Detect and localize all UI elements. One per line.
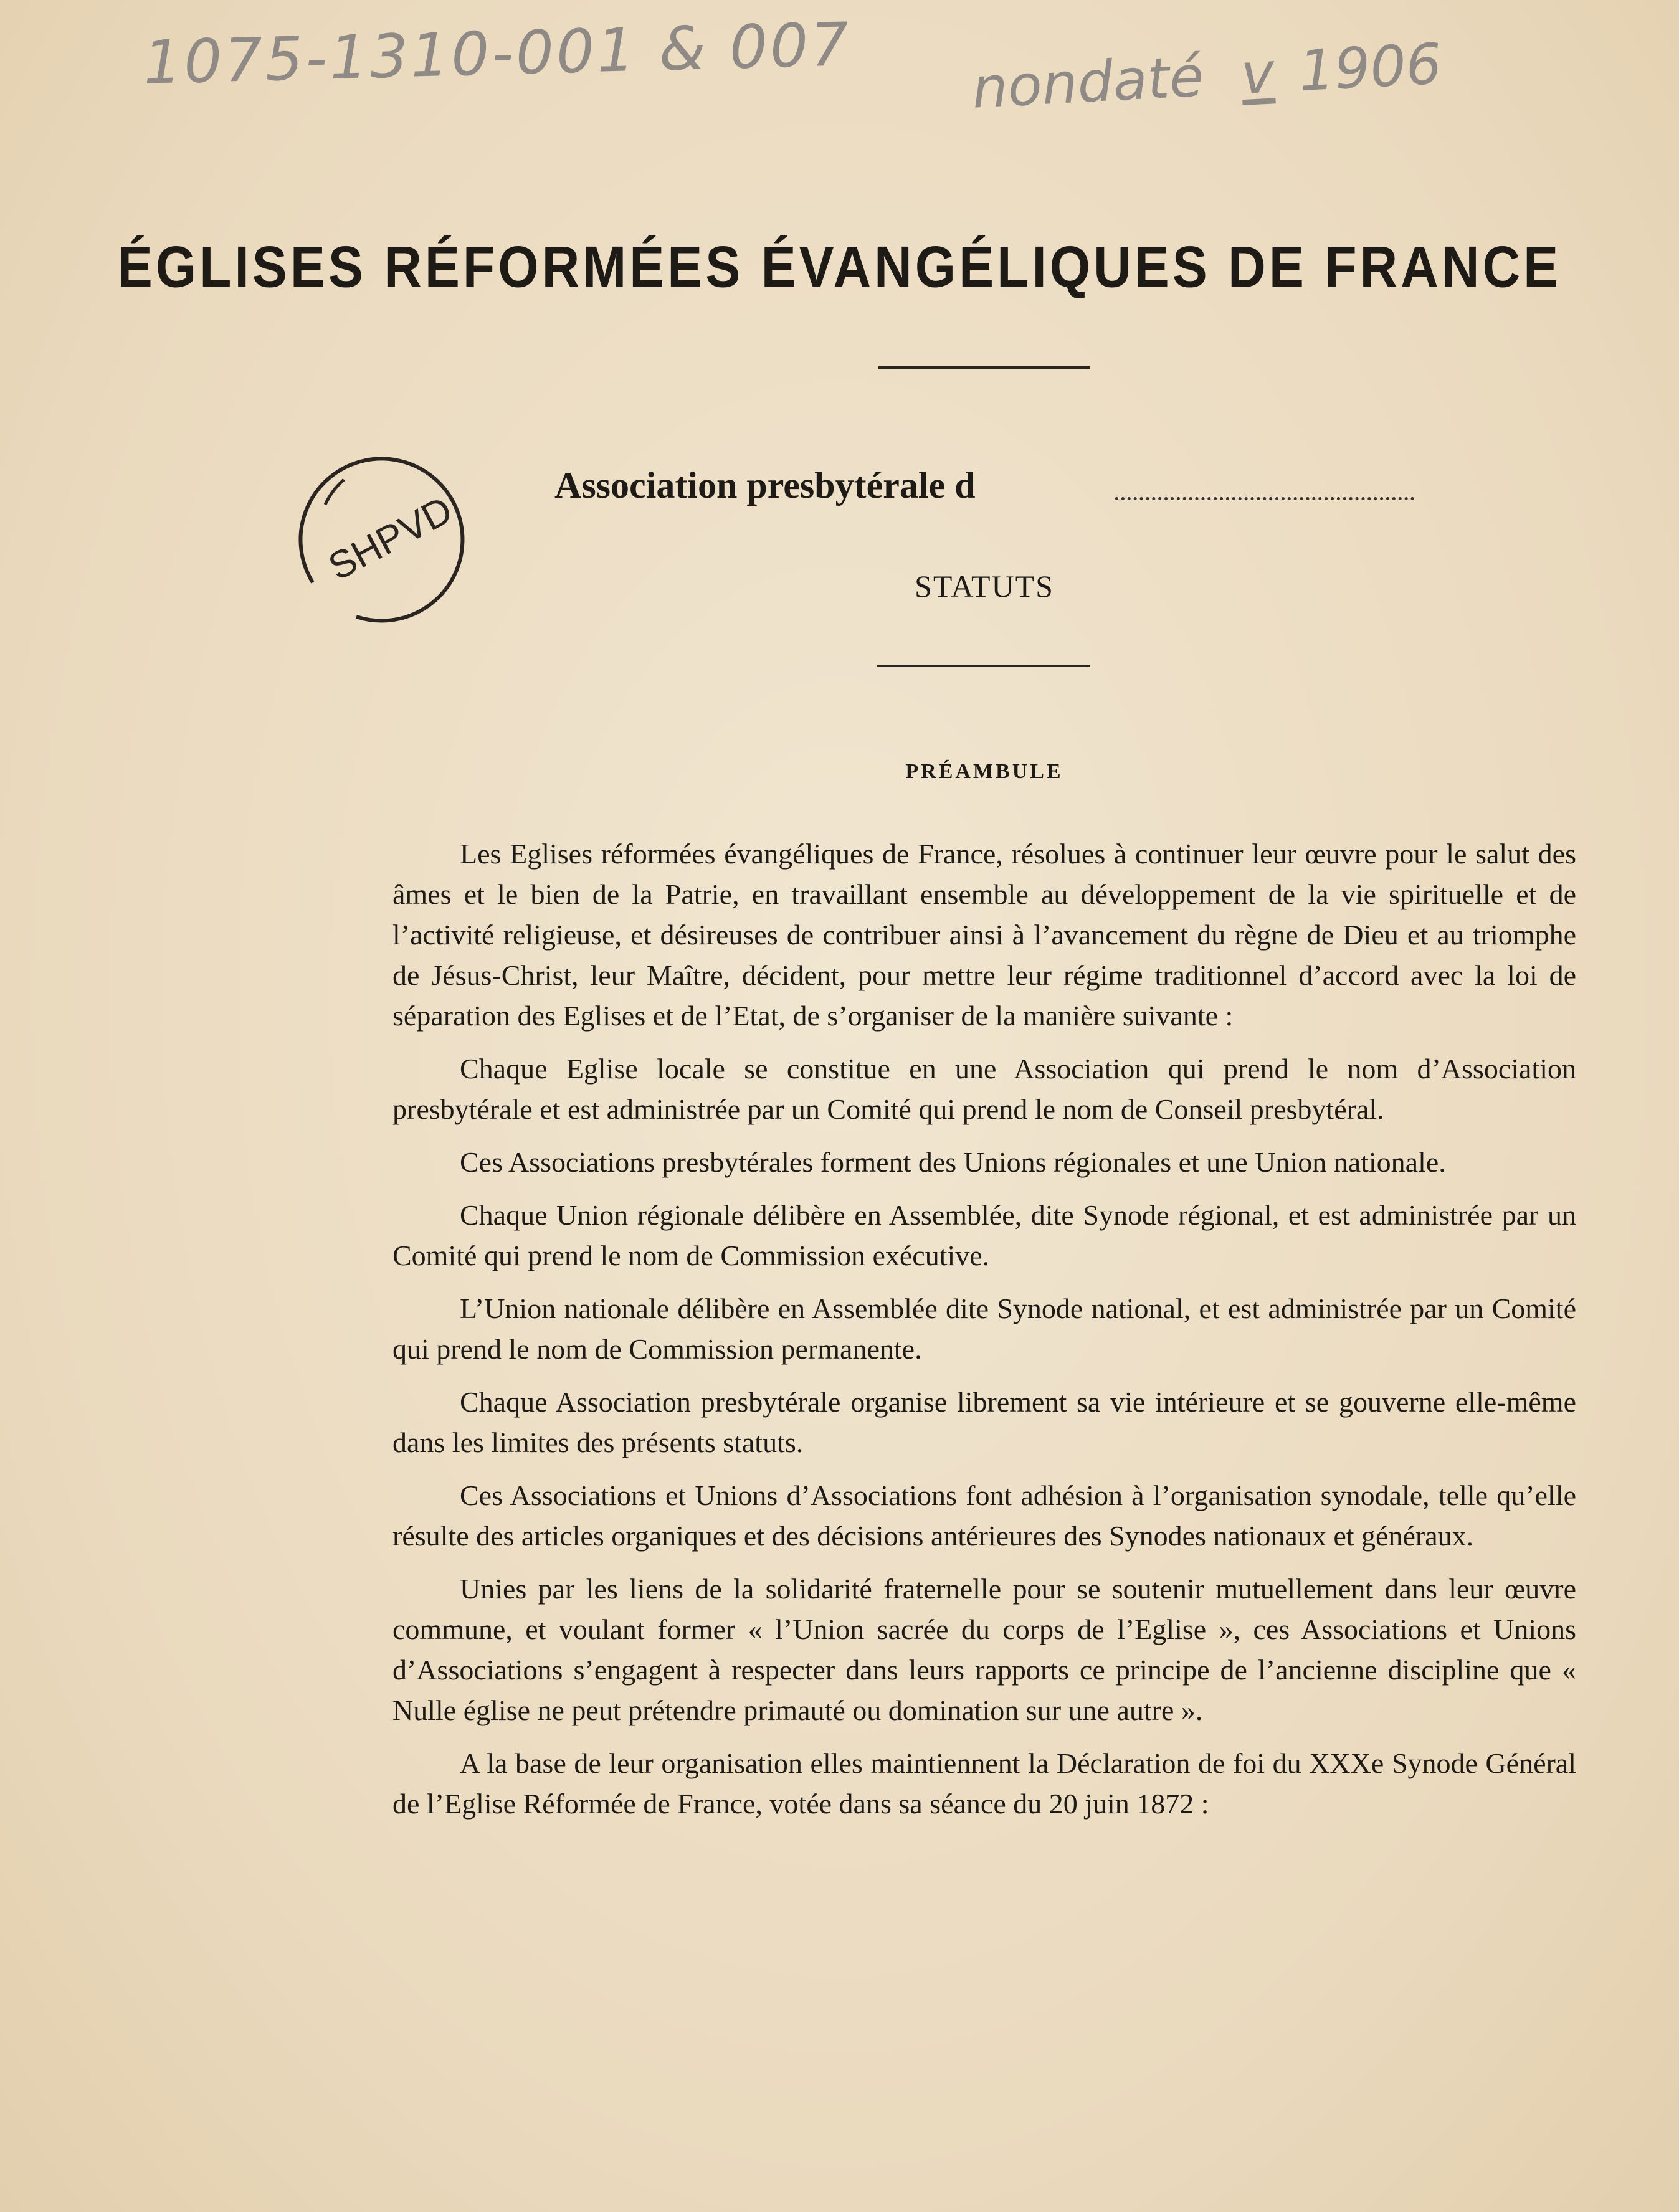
title-divider xyxy=(878,366,1090,369)
paragraph: Chaque Eglise locale se constitue en une Association qui prend le nom d’Association presbytérale et est administrée par un Comité qui prend le nom de Conseil presbytéral. xyxy=(392,1053,1576,1125)
stamp-text: SHPVD xyxy=(321,488,460,589)
paragraph: Chaque Association presbytérale organise librement sa vie intérieure et se gouverne elle-même dans les limites des présents statuts. xyxy=(392,1386,1576,1458)
association-fill-line xyxy=(1115,497,1414,500)
paragraph: Ces Associations presbytérales forment des Unions régionales et une Union nationale. xyxy=(460,1146,1446,1178)
paragraph: Les Eglises réformées évangéliques de France, résolues à continuer leur œuvre pour le salut des âmes et le bien de la Patrie, en travaillant ensemble au développement de la vie spirituelle et de l’activité religieuse, et désireuses de contribuer ainsi à l’avancement du règne de Dieu et au triomphe de Jésus-Christ, leur Maître, décident, pour mettre leur régime traditionnel d’accord avec la loi de séparation des Eglises et de l’Etat, de s’organiser de la manière suivante : xyxy=(392,838,1576,1032)
undated-note: nondaté xyxy=(970,44,1206,121)
preamble-heading: PRÉAMBULE xyxy=(905,760,1063,783)
document-title: ÉGLISES RÉFORMÉES ÉVANGÉLIQUES DE FRANCE xyxy=(117,234,1562,300)
paragraph: Ces Associations et Unions d’Associations font adhésion à l’organisation synodale, telle qu’elle résulte des articles organiques et des décisions antérieures des Synodes nationaux et généraux. xyxy=(392,1479,1576,1552)
association-line: Association presbytérale d xyxy=(554,465,976,506)
paragraph: Unies par les liens de la solidarité fraternelle pour se soutenir mutuellement dans leur œuvre commune, et voulant former « l’Union sacrée du corps de l’Eglise », ces Associations et Unions d’Associations s’engagent à respecter dans leurs rapports ce principe de l’ancienne discipline que « Nulle église ne peut prétendre primauté ou domination sur une autre ». xyxy=(392,1573,1576,1726)
paragraph: A la base de leur organisation elles maintiennent la Déclaration de foi du XXXe Synode Général de l’Eglise Réformée de France, votée dans sa séance du 20 juin 1872 : xyxy=(392,1747,1576,1820)
archive-reference: 1075-1310-001 & 007 xyxy=(142,9,852,98)
v-note: v xyxy=(1239,40,1276,108)
preamble-body xyxy=(392,833,1576,1836)
archive-date-note xyxy=(971,31,1444,121)
year-note: 1906 xyxy=(1297,31,1444,105)
shpvd-stamp-icon xyxy=(288,436,487,635)
statuts-heading: STATUTS xyxy=(915,569,1054,604)
paragraph: L’Union nationale délibère en Assemblée dite Synode national, et est administrée par un Comité qui prend le nom de Commission permanente. xyxy=(392,1293,1576,1365)
paragraph: Chaque Union régionale délibère en Assemblée, dite Synode régional, et est administrée par un Comité qui prend le nom de Commission exécutive. xyxy=(392,1199,1576,1271)
statuts-divider xyxy=(877,665,1090,667)
